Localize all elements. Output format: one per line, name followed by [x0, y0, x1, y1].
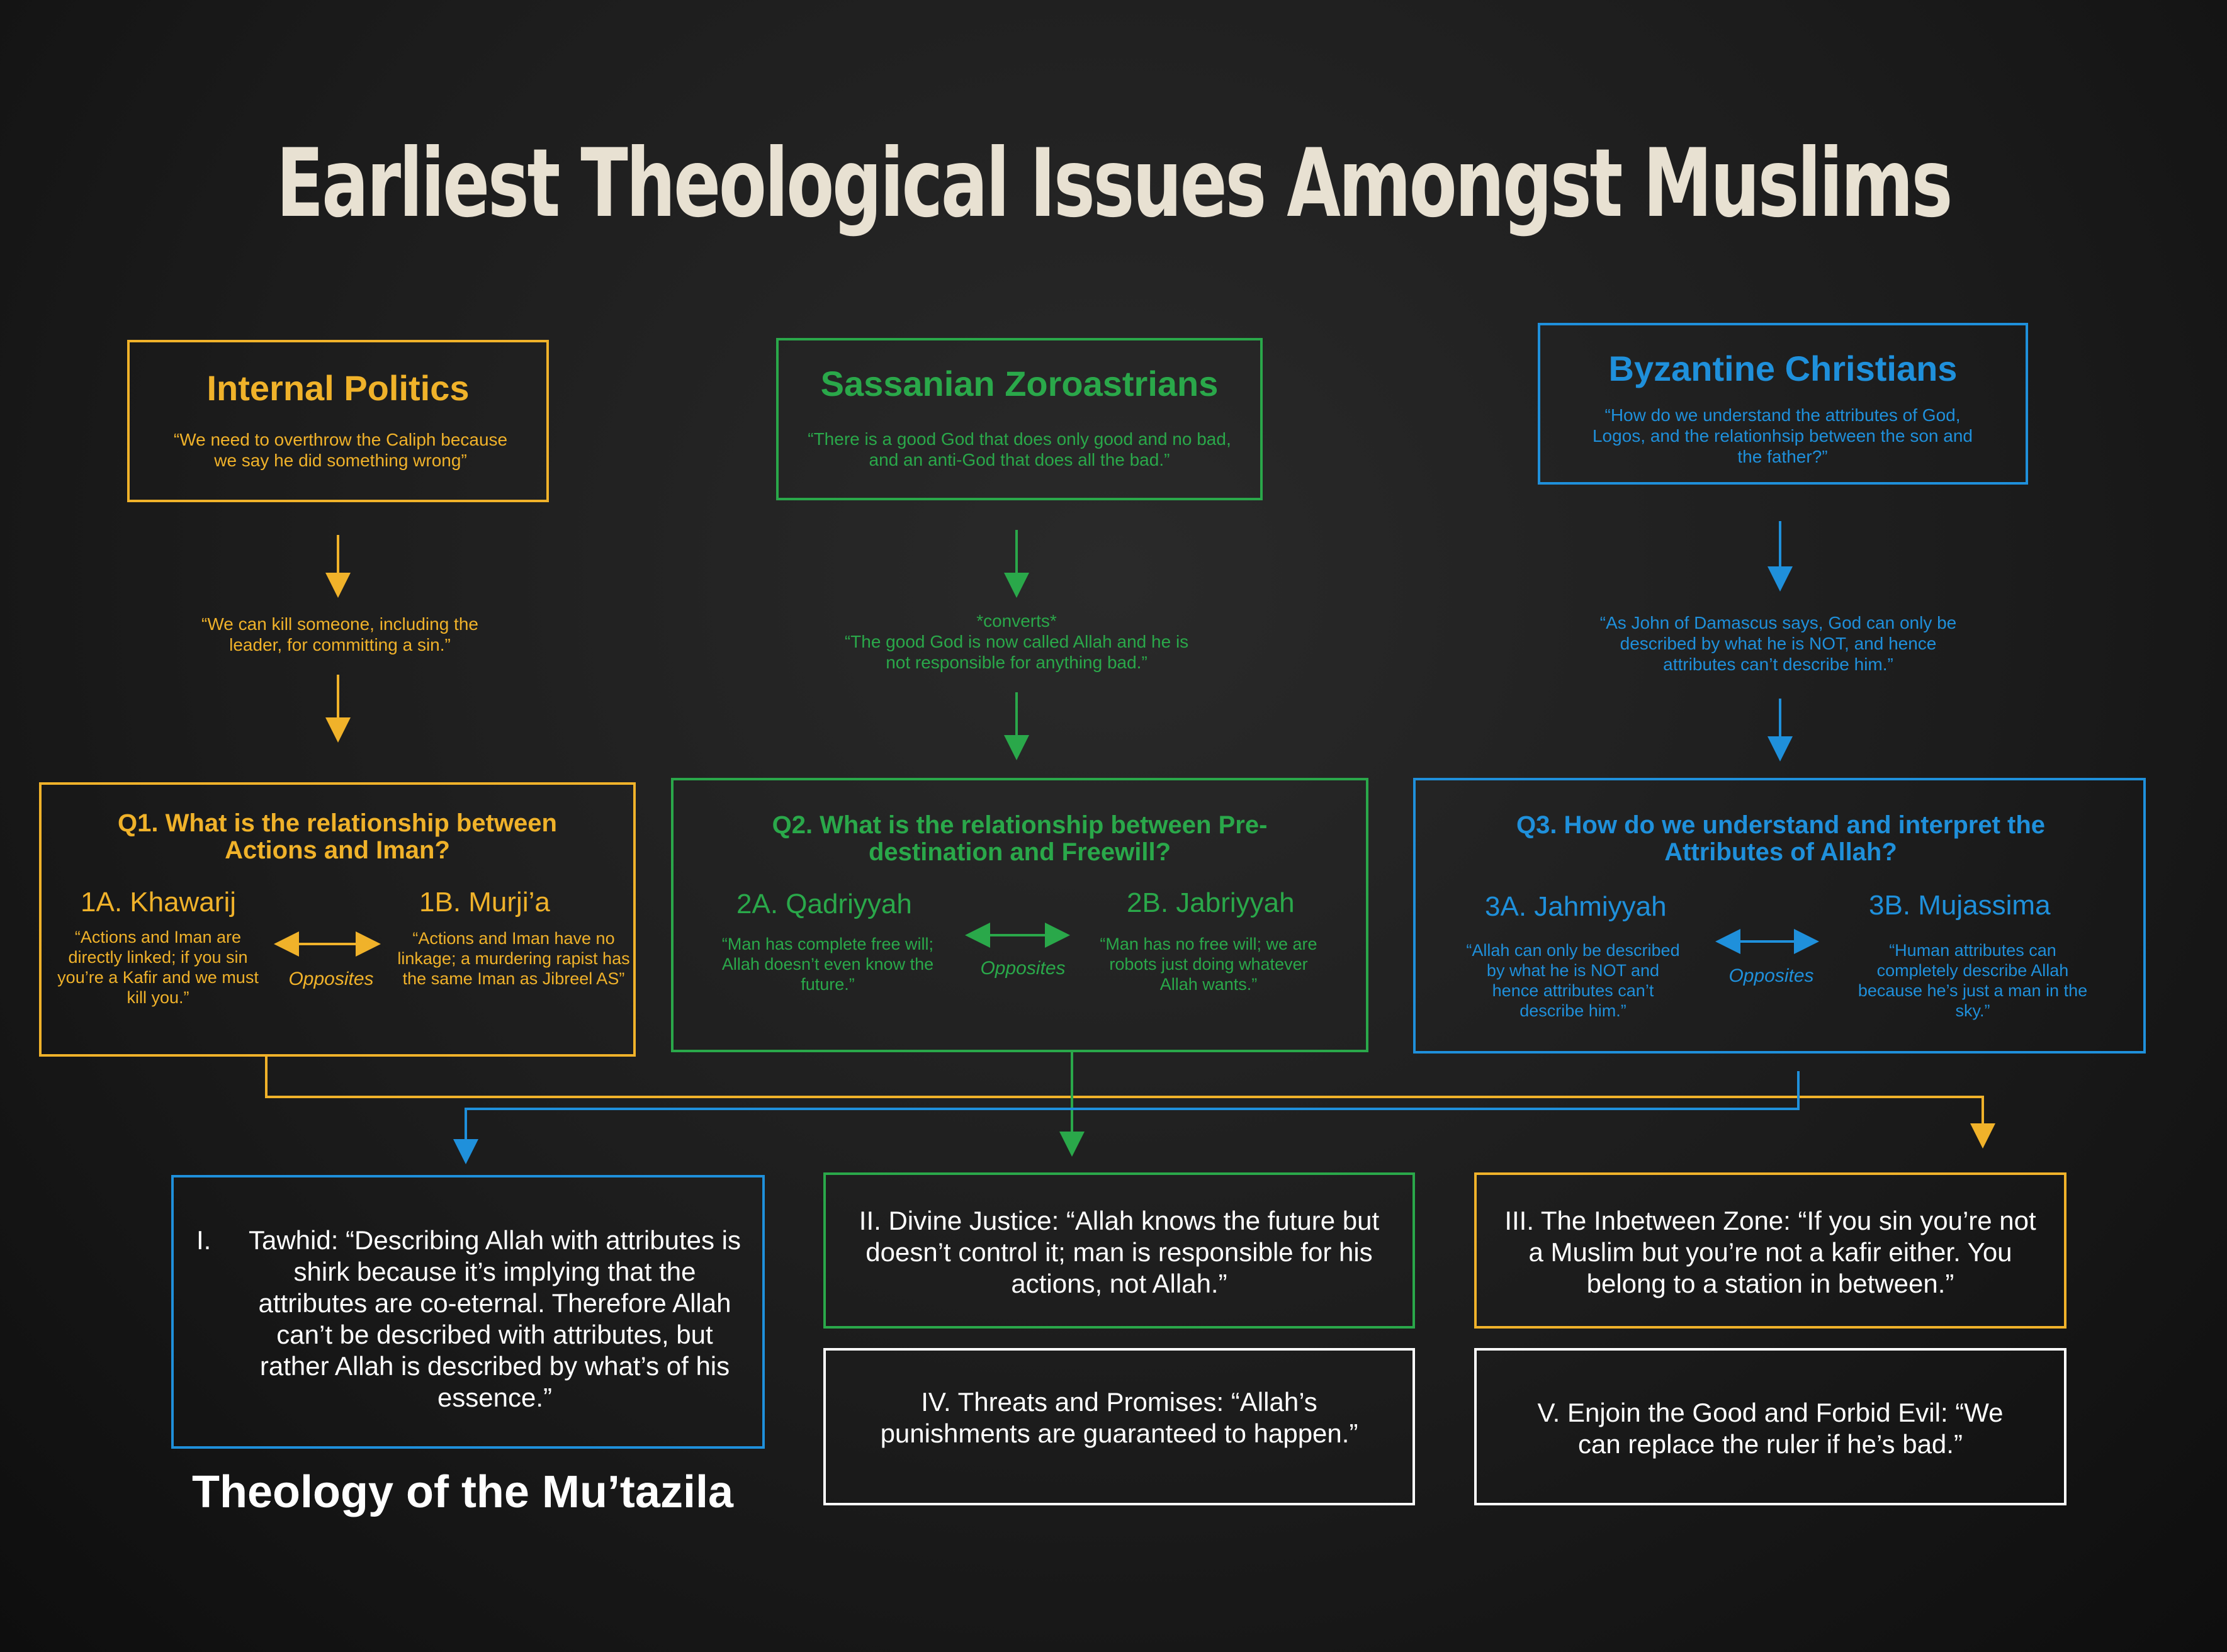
khawarij-text: “Actions and Iman are directly linked; if you sin you’re a Kafir and we must kill you.” [57, 928, 259, 1007]
zoroastrians-quote: “There is a good God that does only good and no bad, and an anti-God that does all the bad.” [808, 429, 1231, 469]
mutazila-footer-title: Theology of the Mu’tazila [192, 1467, 733, 1517]
inbetween-box [1474, 1172, 2066, 1329]
justice-text: II. Divine Justice: “Allah knows the future but doesn’t control it; man is responsible for his actions, not Allah.” [859, 1206, 1380, 1298]
q3-opposites: Opposites [1728, 965, 1814, 986]
qadriyyah-name: 2A. Qadriyyah [736, 889, 912, 919]
jabriyyah-text: “Man has no free will; we are robots just doing whatever Allah wants.” [1100, 935, 1317, 994]
qadriyyah-text: “Man has complete free will; Allah doesn’t even know the future.” [721, 935, 934, 994]
murjia-text: “Actions and Iman have no linkage; a murdering rapist has the same Iman as Jibreel AS” [397, 929, 630, 988]
tawhid-text: Tawhid: “Describing Allah with attributes is shirk because it’s implying that the attributes are co-eternal. Therefore Allah can’t be described with attributes, but rather Allah is described by what’s of his essence.” [248, 1225, 741, 1412]
q2-box [671, 778, 1368, 1052]
zoroastrians-box [776, 338, 1263, 500]
politics-quote: “We need to overthrow the Caliph because we say he did something wrong” [173, 430, 508, 470]
inbetween-text: III. The Inbetween Zone: “If you sin you’re not a Muslim but you’re not a kafir either. You belong to a station in between.” [1504, 1206, 2036, 1298]
converts-text: *converts* [976, 611, 1057, 631]
q1-question: Q1. What is the relationship between Actions and Iman? [118, 809, 557, 864]
q3-box [1413, 778, 2146, 1054]
byzantine-box [1538, 323, 2028, 485]
q3-question: Q3. How do we understand and interpret the Attributes of Allah? [1516, 811, 2046, 866]
politics-middle-text: “We can kill someone, including the leader, for committing a sin.” [201, 614, 478, 655]
byzantine-quote: “How do we understand the attributes of God, Logos, and the relationhsip between the son and the father?” [1592, 405, 1973, 466]
justice-box [823, 1172, 1415, 1329]
tawhid-box [171, 1175, 765, 1449]
mujassima-text: “Human attributes can completely describe Allah because he’s just a man in the sky.” [1858, 941, 2088, 1020]
murjia-name: 1B. Murji’a [419, 887, 550, 918]
zoroastrians-middle-text: “The good God is now called Allah and he is not responsible for anything bad.” [844, 632, 1189, 672]
byzantine-middle-text: “As John of Damascus says, God can only be described by what he is NOT, and hence attributes can’t describe him.” [1599, 613, 1957, 674]
threats-box [823, 1348, 1415, 1505]
politics-box [127, 340, 549, 502]
jabriyyah-name: 2B. Jabriyyah [1127, 887, 1295, 918]
q1-box [39, 782, 636, 1057]
zoroastrians-heading: Sassanian Zoroastrians [820, 364, 1219, 403]
politics-heading: Internal Politics [206, 368, 470, 408]
jahmiyyah-name: 3A. Jahmiyyah [1485, 891, 1667, 922]
khawarij-name: 1A. Khawarij [81, 887, 237, 918]
q2-question: Q2. What is the relationship between Pre-destination and Freewill? [772, 811, 1268, 866]
route-yellow [266, 1056, 1983, 1136]
page-title: Earliest Theological Issues Amongst Muslims [276, 129, 1951, 239]
jahmiyyah-text: “Allah can only be described by what he is NOT and hence attributes can’t describe him.” [1466, 941, 1680, 1020]
byzantine-heading: Byzantine Christians [1608, 349, 1958, 388]
route-blue [466, 1071, 1798, 1152]
threats-text: IV. Threats and Promises: “Allah’s punishments are guaranteed to happen.” [880, 1387, 1358, 1448]
q1-opposites: Opposites [288, 969, 374, 989]
enjoin-text: V. Enjoin the Good and Forbid Evil: “We can replace the ruler if he’s bad.” [1537, 1398, 2004, 1459]
tawhid-numeral: I. [196, 1225, 211, 1255]
q2-opposites: Opposites [980, 958, 1066, 979]
enjoin-box [1474, 1348, 2066, 1505]
mujassima-name: 3B. Mujassima [1869, 890, 2051, 921]
